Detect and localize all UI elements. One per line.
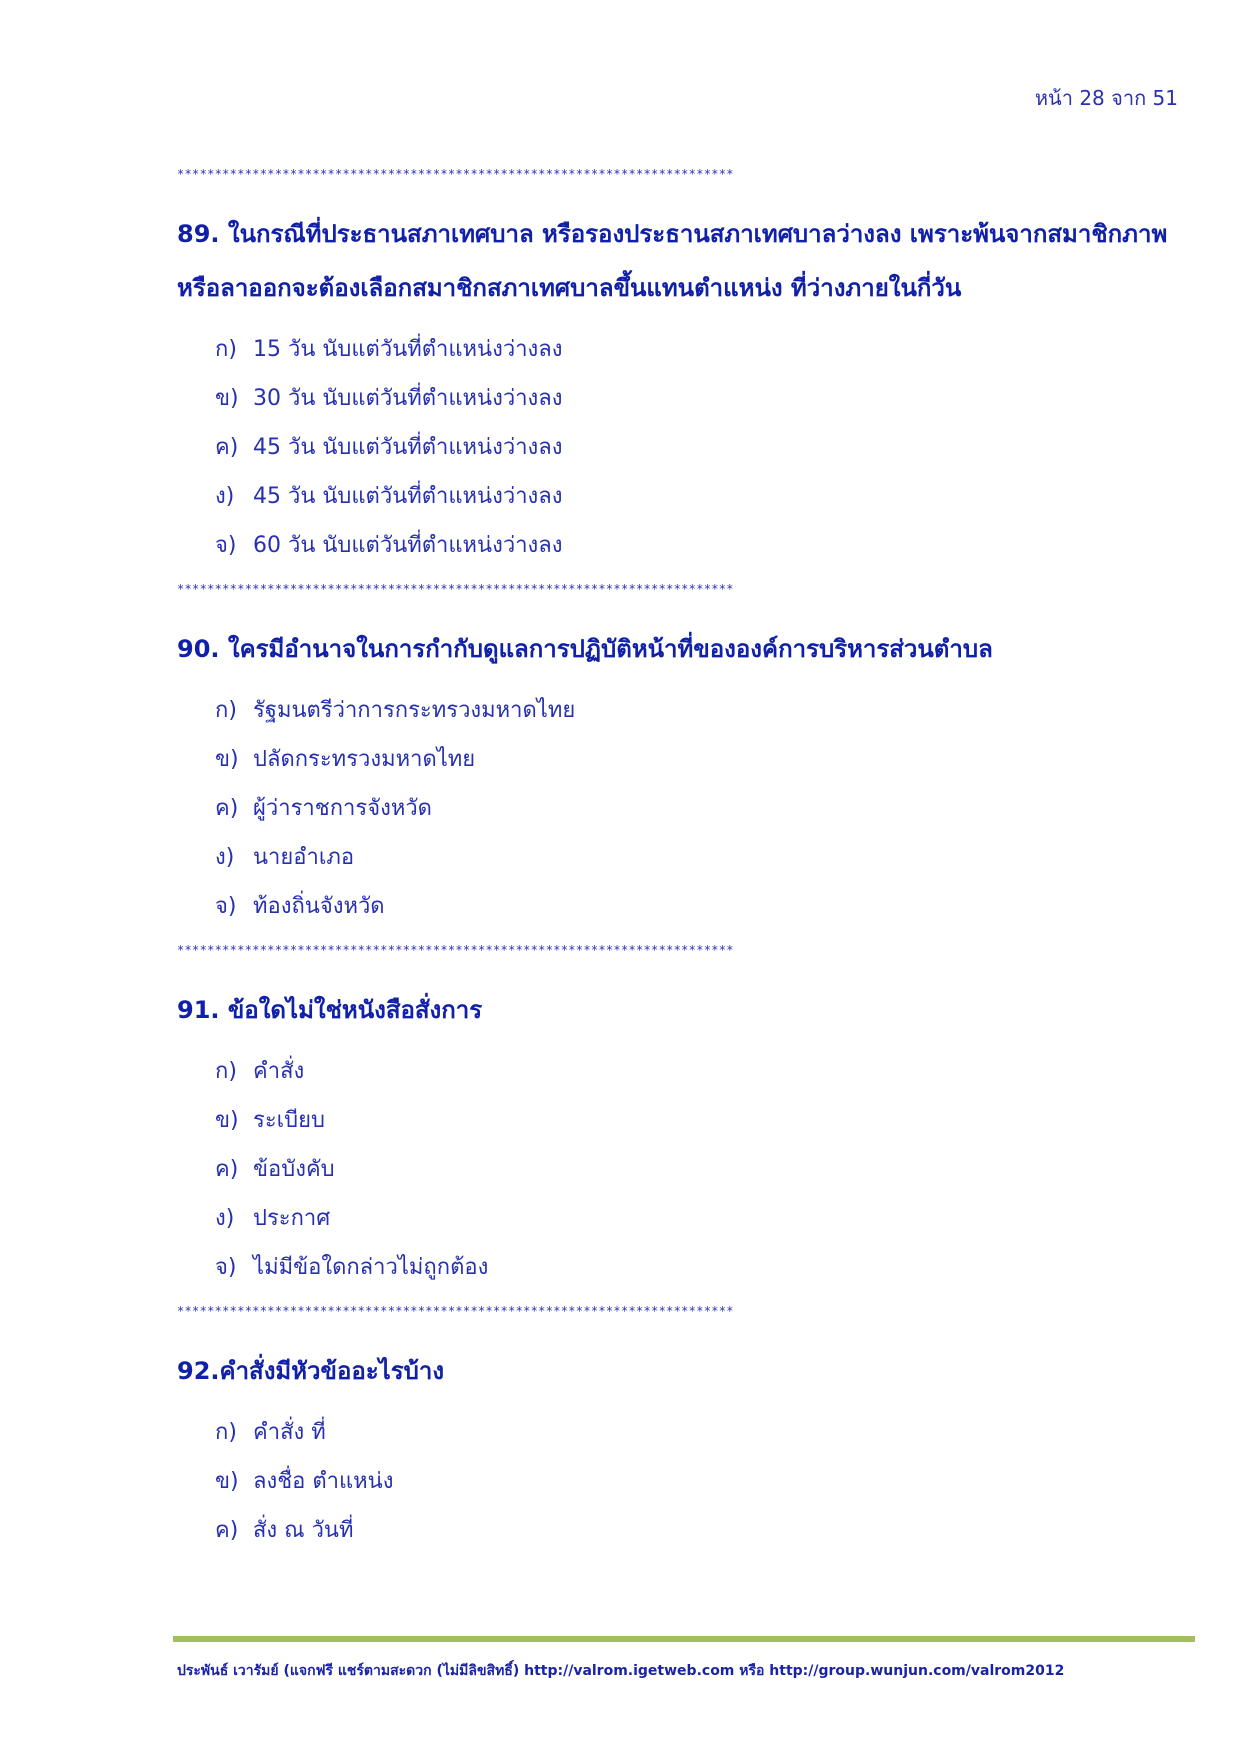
option-marker: ก) [215, 1059, 237, 1084]
option-text: คำสั่ง [253, 1059, 305, 1084]
option-text: สั่ง ณ วันที่ [253, 1518, 354, 1543]
option [215, 1457, 1187, 1506]
option-text: 15 วัน นับแต่วันที่ตำแหน่งว่างลง [253, 337, 563, 362]
option [215, 1506, 1187, 1555]
option-text: นายอำเภอ [253, 845, 355, 870]
option-marker: ง) [215, 1206, 235, 1231]
option-text: ผู้ว่าราชการจังหวัด [253, 796, 432, 821]
option-marker: ก) [215, 698, 237, 723]
options-90 [215, 686, 1187, 931]
option-marker: ค) [215, 1157, 239, 1182]
divider: ************************************************************************** [177, 943, 734, 957]
option-marker: ก) [215, 1420, 237, 1445]
document-body [177, 165, 1187, 1565]
footer-text: ประพันธ์ เวารัมย์ (แจกฟรี แชร์ตามสะดวก (ไม่มีลิขสิทธิ์) http://valrom.igetweb.com หรือ http://group.wunjun.com/valrom2012 [177, 1663, 1065, 1679]
option-text: ข้อบังคับ [253, 1157, 335, 1182]
page-number: หน้า 28 จาก 51 [1034, 86, 1178, 110]
option [215, 1194, 1187, 1243]
option [215, 784, 1187, 833]
option [215, 833, 1187, 882]
option [215, 521, 1187, 570]
question-block [177, 1344, 1187, 1555]
option-text: คำสั่ง ที่ [253, 1420, 326, 1445]
option-marker: ก) [215, 337, 237, 362]
option [215, 686, 1187, 735]
divider: ************************************************************************** [177, 1304, 734, 1318]
option [215, 1047, 1187, 1096]
option [215, 1243, 1187, 1292]
option [215, 1145, 1187, 1194]
option [215, 472, 1187, 521]
option-text: 45 วัน นับแต่วันที่ตำแหน่งว่างลง [253, 435, 563, 460]
option-marker: ข) [215, 1108, 239, 1133]
option-marker: ค) [215, 435, 239, 460]
option [215, 325, 1187, 374]
options-89 [215, 325, 1187, 570]
question-90: 90. ใครมีอำนาจในการกำกับดูแลการปฏิบัติหน้าที่ขององค์การบริหารส่วนตำบล [177, 635, 993, 663]
option-marker: ง) [215, 845, 235, 870]
divider: ************************************************************************** [177, 167, 734, 181]
option-text: ปลัดกระทรวงมหาดไทย [253, 747, 476, 772]
option-text: รัฐมนตรีว่าการกระทรวงมหาดไทย [253, 698, 576, 723]
option-marker: ง) [215, 484, 235, 509]
option-text: ลงชื่อ ตำแหน่ง [253, 1469, 394, 1494]
option-text: ไม่มีข้อใดกล่าวไม่ถูกต้อง [253, 1255, 489, 1280]
option-text: 60 วัน นับแต่วันที่ตำแหน่งว่างลง [253, 533, 563, 558]
question-block [177, 207, 1187, 570]
option [215, 374, 1187, 423]
option [215, 423, 1187, 472]
question-92: 92.คำสั่งมีหัวข้ออะไรบ้าง [177, 1357, 445, 1385]
footer-rule [173, 1636, 1195, 1642]
option-text: ท้องถิ่นจังหวัด [253, 894, 385, 919]
option-marker: ข) [215, 386, 239, 411]
divider: ************************************************************************** [177, 582, 734, 596]
option-marker: ข) [215, 1469, 239, 1494]
option [215, 882, 1187, 931]
option-text: 30 วัน นับแต่วันที่ตำแหน่งว่างลง [253, 386, 563, 411]
options-92 [215, 1408, 1187, 1555]
question-block [177, 622, 1187, 931]
option-marker: ข) [215, 747, 239, 772]
option [215, 1408, 1187, 1457]
option [215, 1096, 1187, 1145]
option-text: 45 วัน นับแต่วันที่ตำแหน่งว่างลง [253, 484, 563, 509]
option-marker: จ) [215, 894, 237, 919]
option [215, 735, 1187, 784]
option-marker: จ) [215, 533, 237, 558]
options-91 [215, 1047, 1187, 1292]
option-text: ประกาศ [253, 1206, 331, 1231]
option-text: ระเบียบ [253, 1108, 325, 1133]
question-block [177, 983, 1187, 1292]
option-marker: ค) [215, 1518, 239, 1543]
option-marker: ค) [215, 796, 239, 821]
question-91: 91. ข้อใดไม่ใช่หนังสือสั่งการ [177, 996, 483, 1024]
question-89: 89. ในกรณีที่ประธานสภาเทศบาล หรือรองประธานสภาเทศบาลว่างลง เพราะพ้นจากสมาชิกภาพหรือลาออกจะต้องเลือกสมาชิกสภาเทศบาลขึ้นแทนตำแหน่ง ที่ว่างภายในกี่วัน [177, 220, 1168, 302]
option-marker: จ) [215, 1255, 237, 1280]
